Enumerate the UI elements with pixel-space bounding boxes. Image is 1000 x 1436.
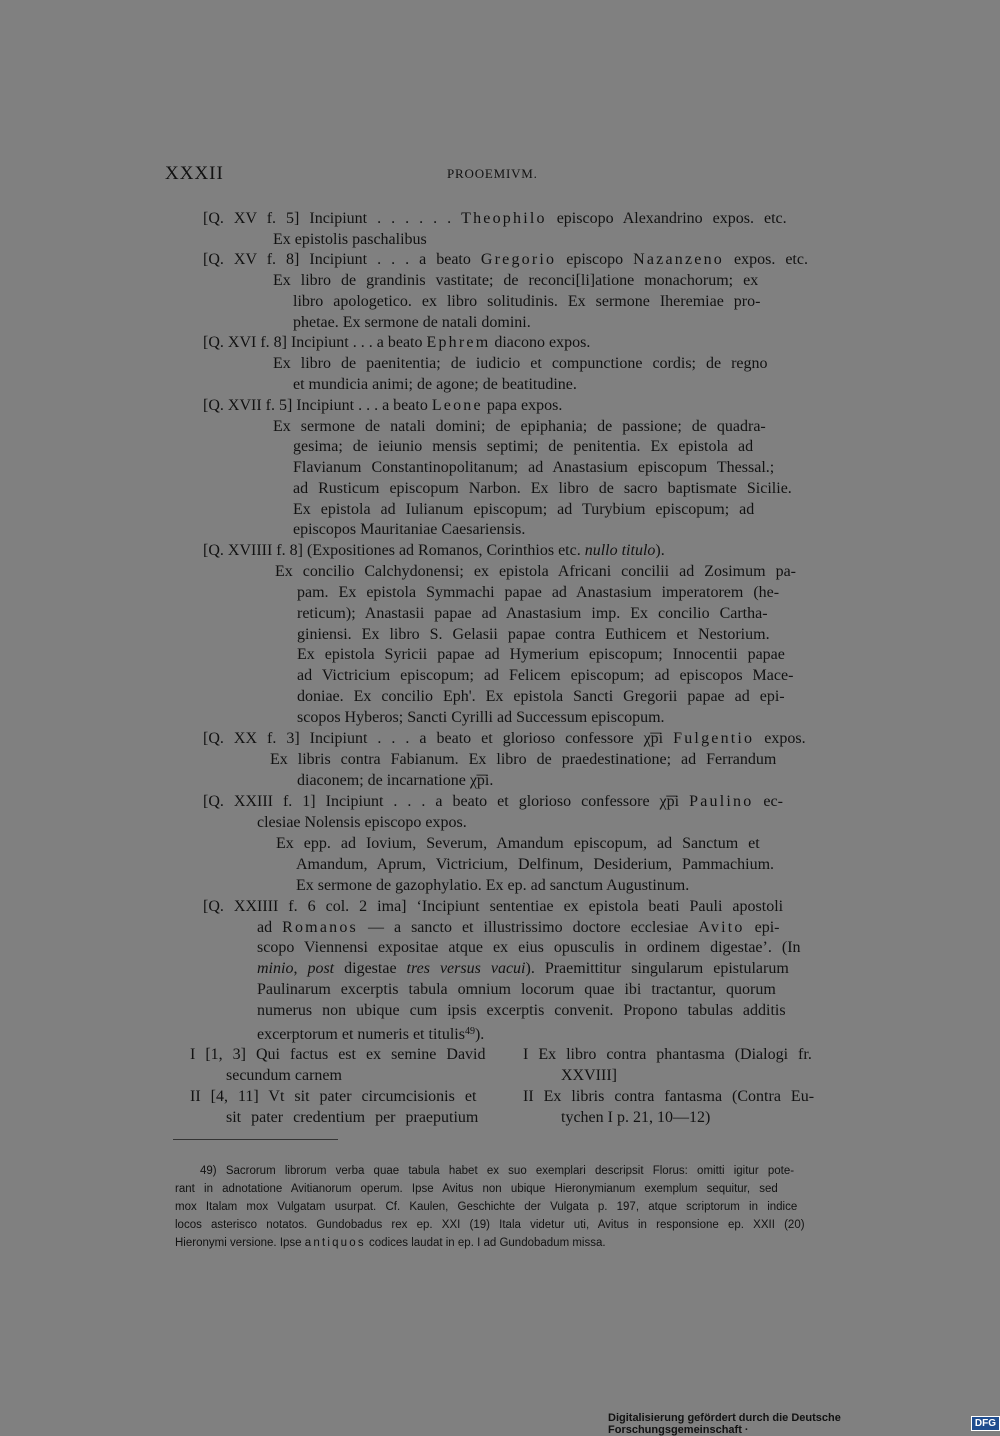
body-line [297, 666, 793, 686]
body-text: Ex epistolis paschalibus [273, 231, 427, 248]
body-text: Paulino [689, 793, 754, 810]
body-line [293, 500, 754, 520]
body-line [276, 834, 760, 854]
body-line [257, 1022, 484, 1045]
body-line [296, 855, 774, 875]
table-text: II Ex libris contra fantasma (Contra Eu- [523, 1088, 815, 1105]
table-text: II [4, 11] Vt sit pater circumcisionis et [190, 1088, 477, 1105]
footnote-line [175, 1200, 797, 1215]
body-text: Theophilo [461, 210, 547, 227]
footnote-text: locos asterisco notatos. Gundobadus rex ep. XXI (19) Itala videtur uti, Avitus in responsione ep. XXII (20) [175, 1219, 805, 1231]
footnote-line [175, 1182, 778, 1197]
body-line [257, 959, 789, 979]
body-text: ). [655, 542, 665, 559]
body-text: minio [257, 960, 294, 977]
footnote-text: rant in adnotatione Avitianorum operum. Ipse Avitus non ubique Hieronymianum exemplum sequitur, sed [175, 1183, 778, 1195]
body-text: expos. [754, 730, 806, 747]
body-text: [Q. XV f. 8] Incipiunt . . . a beato [203, 251, 481, 268]
body-line [293, 479, 792, 499]
table-text: XXVIII] [561, 1067, 617, 1084]
body-text: digestae [334, 960, 407, 977]
body-text: [Q. XXIIII f. 6 col. 2 ima] ‘Incipiunt sententiae ex epistola beati Pauli apostoli [203, 898, 784, 915]
table-text: I [1, 3] Qui factus est ex semine David [190, 1046, 486, 1063]
body-text: [Q. XV f. 5] Incipiunt . . . . . . [203, 210, 462, 227]
body-line [257, 918, 779, 938]
table-text: sit pater credentium per praeputium [226, 1109, 479, 1126]
body-line [203, 541, 665, 561]
page-number: XXXII [165, 163, 224, 184]
body-line [297, 625, 770, 645]
body-text: [Q. XVIIII f. 8] (Expositiones ad Romanos, Corinthios etc. [203, 542, 585, 559]
body-line [293, 520, 525, 540]
body-line [270, 750, 776, 770]
body-line [257, 938, 801, 958]
body-text: reticum); Anastasii papae ad Anastasium imp. Ex concilio Cartha- [297, 605, 768, 622]
table-line [561, 1066, 617, 1086]
table-text: secundum carnem [226, 1067, 342, 1084]
table-line [226, 1108, 478, 1128]
body-text: [Q. XVII f. 5] Incipiunt . . . a beato [203, 397, 432, 414]
table-text: I Ex libro contra phantasma (Dialogi fr. [523, 1046, 812, 1063]
body-text: Ex libro de paenitentia; de iudicio et compunctione cordis; de regno [273, 355, 768, 372]
footnote-text: mox Italam mox Vulgatam usurpat. Cf. Kaulen, Geschichte der Vulgata p. 197, atque scriptorum in indice [175, 1201, 798, 1213]
body-line [293, 375, 577, 395]
body-text: Romanos [282, 919, 358, 936]
body-text: Ex concilio Calchydonensi; ex epistola Africani concilii ad Zosimum pa- [275, 563, 796, 580]
body-text: episcopo Alexandrino expos. etc. [546, 210, 787, 227]
body-text: Avito [698, 919, 745, 936]
body-line [297, 604, 768, 624]
body-text: Ephrem [426, 334, 491, 351]
body-line [293, 313, 531, 333]
body-line [273, 271, 758, 291]
body-line [297, 771, 493, 791]
body-text: — a sancto et illustrissimo doctore ecclesiae [357, 919, 699, 936]
body-text: Ex sermone de natali domini; de epiphania; de passione; de quadra- [273, 418, 766, 435]
body-text: et mundicia animi; de agone; de beatitudine. [293, 376, 577, 393]
body-text: tres versus vacui [406, 960, 526, 977]
table-line [561, 1108, 710, 1128]
running-title: PROOEMIVM. [447, 166, 538, 181]
body-text: episcopo [556, 251, 634, 268]
body-text: numerus non ubique cum ipsis excerptis convenit. Propono tabulas additis [257, 1002, 786, 1019]
body-text: , [293, 960, 308, 977]
body-line [273, 417, 766, 437]
footnote-text: antiquos [304, 1237, 366, 1249]
body-line [203, 209, 787, 229]
table-line [523, 1045, 812, 1065]
body-text: Ex libro de grandinis vastitate; de reconci[li]atione monachorum; ex [273, 272, 759, 289]
table-text: tychen I p. 21, 10—12) [561, 1109, 711, 1126]
body-text: Ex sermone de gazophylatio. Ex ep. ad sanctum Augustinum. [296, 877, 690, 894]
body-text: expos. etc. [723, 251, 808, 268]
body-text: [Q. XVI f. 8] Incipiunt . . . a beato [203, 334, 427, 351]
body-text: clesiae Nolensis episcopo expos. [257, 814, 467, 831]
body-text: Leone [431, 397, 483, 414]
body-line [203, 396, 562, 416]
footnote-text: codices laudat in ep. I ad Gundobadum missa. [365, 1237, 606, 1249]
body-text: ad Victricium episcopum; ad Felicem episcopum; ad episcopos Mace- [297, 667, 794, 684]
dfg-logo: DFG [971, 1416, 1000, 1431]
table-line [190, 1045, 485, 1065]
body-text: ad Rusticum episcopum Narbon. Ex libro de sacro baptismate Sicilie. [293, 480, 792, 497]
table-line [190, 1087, 476, 1107]
body-text: diacono expos. [490, 334, 591, 351]
footnote-text: 49) Sacrorum librorum verba quae tabula habet ex suo exemplari descripsit Florus: omitti igitur pote- [200, 1165, 795, 1177]
body-text: Ex epp. ad Iovium, Severum, Amandum episcopum, ad Sanctum et [276, 835, 760, 852]
body-line [293, 437, 753, 457]
body-text: Ex libris contra Fabianum. Ex libro de praedestinatione; ad Ferrandum [270, 751, 777, 768]
footnote-text: Hieronymi versione. Ipse [175, 1237, 305, 1249]
footnote-rule [173, 1139, 338, 1140]
body-text: giniensi. Ex libro S. Gelasii papae contra Euthicem et Nestorium. [297, 626, 770, 643]
body-line [293, 458, 774, 478]
body-text: [Q. XX f. 3] Incipiunt . . . a beato et glorioso confessore χ͞pi [203, 730, 674, 747]
body-text: scopos Hyberos; Sancti Cyrilli ad Successum episcopum. [297, 709, 665, 726]
table-line [226, 1066, 342, 1086]
footnote-line [175, 1236, 606, 1251]
body-text: Fulgentio [673, 730, 755, 747]
body-text: Amandum, Aprum, Victricium, Delfinum, Desiderium, Pammachium. [296, 856, 775, 873]
body-text: Ex epistola Syricii papae ad Hymerium episcopum; Innocentii papae [297, 646, 785, 663]
body-text: nullo titulo [584, 542, 656, 559]
body-line [297, 645, 785, 665]
footer-text: Digitalisierung gefördert durch die Deutsche Forschungsgemeinschaft · [608, 1411, 841, 1436]
body-text: Ex epistola ad Iulianum episcopum; ad Turybium episcopum; ad [293, 501, 755, 518]
body-text: papa expos. [482, 397, 563, 414]
body-line [297, 687, 785, 707]
body-line [275, 562, 796, 582]
body-line [296, 876, 689, 896]
body-line [297, 708, 665, 728]
body-text: [Q. XXIII f. 1] Incipiunt . . . a beato et glorioso confessore χ͞pi [203, 793, 690, 810]
body-text: ). Praemittitur singularum epistularum [525, 960, 789, 977]
body-line [203, 250, 808, 270]
body-line [203, 792, 783, 812]
body-text: ). [474, 1026, 485, 1043]
body-text: phetae. Ex sermone de natali domini. [293, 314, 531, 331]
body-line [293, 292, 760, 312]
body-line [257, 1001, 786, 1021]
body-text: excerptorum et numeris et titulis [257, 1026, 465, 1043]
body-text: Nazanzeno [633, 251, 724, 268]
body-line [203, 897, 783, 917]
body-line [203, 333, 590, 353]
body-line [257, 813, 467, 833]
body-text: ad [257, 919, 283, 936]
body-text: scopo Viennensi expositae atque ex eius opusculis in ordinem digestae’. (In [257, 939, 801, 956]
body-text: gesima; de ieiunio mensis septimi; de penitentia. Ex epistola ad [293, 438, 754, 455]
body-text: Gregorio [480, 251, 557, 268]
body-text: diaconem; de incarnatione χ͞pi. [297, 772, 494, 789]
body-line [203, 729, 806, 749]
table-line [523, 1087, 814, 1107]
body-text: libro apologetico. ex libro solitudinis. Ex sermone Iheremiae pro- [293, 293, 761, 310]
body-text: epi- [744, 919, 780, 936]
body-text: 49 [464, 1026, 475, 1037]
body-line [297, 583, 779, 603]
body-text: Paulinarum excerptis tabula omnium locorum quae ibi tractantur, quorum [257, 981, 776, 998]
body-text: doniae. Ex concilio Eph'. Ex epistola Sancti Gregorii papae ad epi- [297, 688, 785, 705]
body-text: post [307, 960, 335, 977]
digitization-footer [608, 1411, 1000, 1436]
body-line [273, 230, 427, 250]
body-text: ec- [753, 793, 783, 810]
body-line [257, 980, 776, 1000]
footnote-line [200, 1164, 794, 1179]
body-text: episcopos Mauritaniae Caesariensis. [293, 521, 526, 538]
body-text: Flavianum Constantinopolitanum; ad Anastasium episcopum Thessal.; [293, 459, 775, 476]
body-line [273, 354, 768, 374]
body-text: pam. Ex epistola Symmachi papae ad Anastasium imperatorem (he- [297, 584, 780, 601]
footnote-line [175, 1218, 805, 1233]
